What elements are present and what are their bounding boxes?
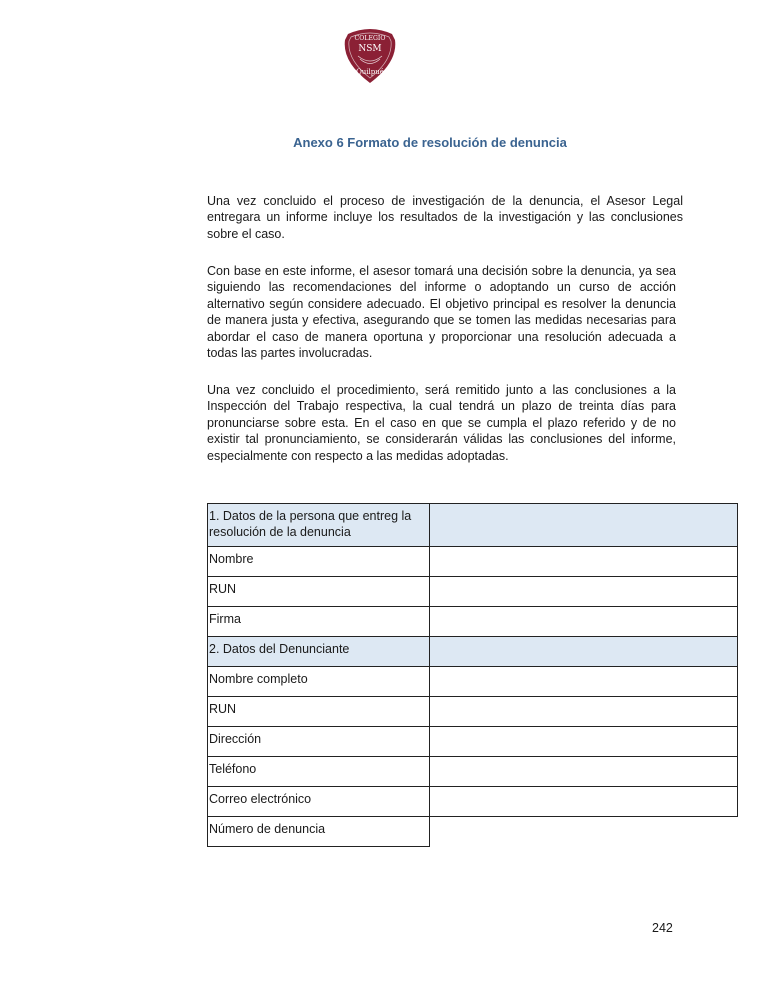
- field-value-cell[interactable]: [430, 547, 738, 577]
- table-row: [208, 697, 738, 727]
- table-row: [208, 607, 738, 637]
- paragraph-decision: Con base en este informe, el asesor tomará una decisión sobre la denuncia, ya sea siguiendo las recomendaciones del informe o adoptando un curso de acción alternativo según considere adecuado. El objetivo principal es resolver la denuncia de manera justa y efectiva, asegurando que se tomen las medidas necesarias para abordar el caso de manera oportuna y proporcionar una resolución adecuada a todas las partes involucradas.: [207, 264, 676, 361]
- form-section-header: [208, 637, 738, 667]
- field-value-cell[interactable]: [430, 607, 738, 637]
- field-value-cell[interactable]: [430, 667, 738, 697]
- table-row: [208, 757, 738, 787]
- logo-line3: Quilpué: [356, 68, 384, 76]
- field-label: Firma: [208, 607, 430, 637]
- field-value-cell[interactable]: [430, 787, 738, 817]
- field-value-cell[interactable]: [430, 697, 738, 727]
- field-label: RUN: [208, 577, 430, 607]
- section-2-title: 2. Datos del Denunciante: [208, 637, 430, 667]
- field-label: Nombre: [208, 547, 430, 577]
- table-row: [208, 577, 738, 607]
- table-row: [208, 727, 738, 757]
- table-row: [208, 667, 738, 697]
- section-1-title: 1. Datos de la persona que entreg la resolución de la denuncia: [208, 504, 430, 547]
- page-number: 242: [652, 921, 673, 935]
- field-value-cell[interactable]: [430, 817, 738, 847]
- field-label: Nombre completo: [208, 667, 430, 697]
- table-row: [208, 817, 738, 847]
- field-label: Correo electrónico: [208, 787, 430, 817]
- form-section-header: [208, 504, 738, 547]
- field-value-cell[interactable]: [430, 577, 738, 607]
- field-label: RUN: [208, 697, 430, 727]
- crest-icon: [342, 26, 398, 84]
- paragraph-intro: Una vez concluido el proceso de investigación de la denuncia, el Asesor Legal entregara un informe incluye los resultados de la investigación y las conclusiones sobre el caso.: [207, 194, 683, 241]
- section-2-value: [430, 637, 738, 667]
- field-value-cell[interactable]: [430, 757, 738, 787]
- field-value-cell[interactable]: [430, 727, 738, 757]
- resolution-form-table: [207, 503, 738, 847]
- document-title: Anexo 6 Formato de resolución de denuncia: [293, 135, 567, 150]
- paragraph-procedure: Una vez concluido el procedimiento, será remitido junto a las conclusiones a la Inspección del Trabajo respectiva, la cual tendrá un plazo de treinta días para pronunciarse sobre esta. En el caso en que se cumpla el plazo referido y de no existir tal pronunciamiento, se considerarán válidas las conclusiones del informe, especialmente con respecto a las medidas adoptadas.: [207, 383, 676, 463]
- field-label: Teléfono: [208, 757, 430, 787]
- field-label: Dirección: [208, 727, 430, 757]
- section-1-value: [430, 504, 738, 547]
- logo-line1: COLEGIO: [354, 35, 386, 42]
- logo-line2: NSM: [358, 44, 382, 54]
- school-logo: [342, 26, 398, 84]
- field-label: Número de denuncia: [208, 817, 430, 847]
- table-row: [208, 787, 738, 817]
- table-row: [208, 547, 738, 577]
